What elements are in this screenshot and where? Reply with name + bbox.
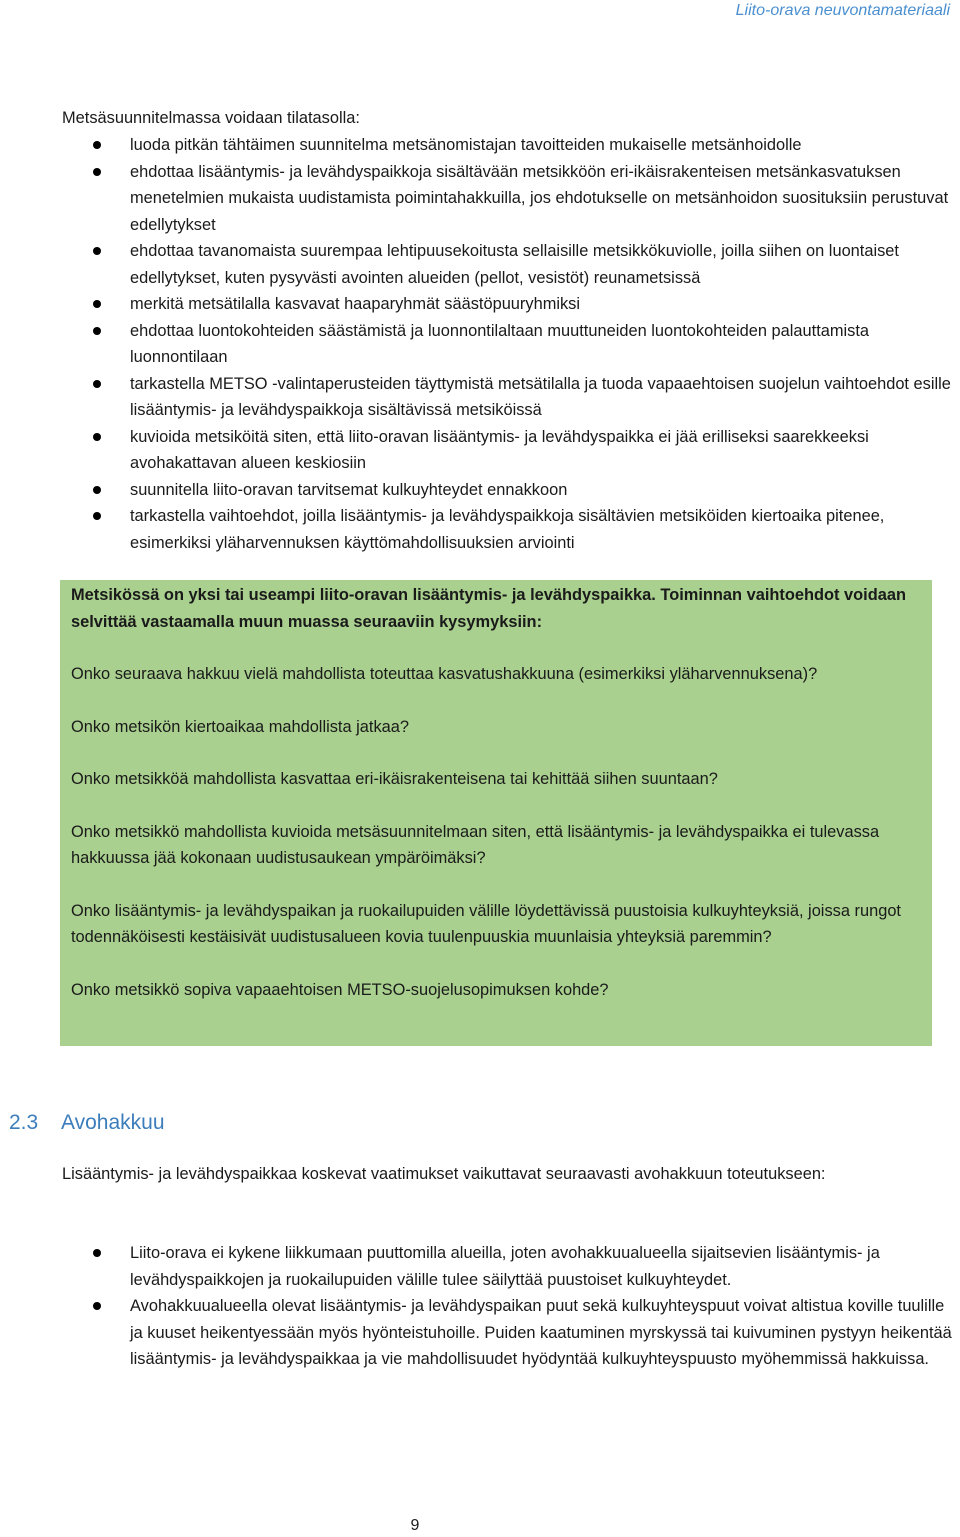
box-question: Onko seuraava hakkuu vielä mahdollista toteuttaa kasvatushakkuuna (esimerkiksi yläharvennuksena)? (71, 665, 818, 683)
section-title: Avohakkuu (61, 1111, 165, 1134)
box-question: Onko lisääntymis- ja levähdyspaikan ja ruokailupuiden välille löydettävissä puustoisia kulkuyhteyksiä, joissa rungot todennäköisesti kestäisivät uudistusalueen kovia tuulenpuuskia muunlaisia yhteyksiä paremmin? (71, 901, 901, 946)
list-item: ehdottaa tavanomaista suurempaa lehtipuusekoitusta sellaisille metsikkökuviolle, joilla siihen on luontaiset edellytykset, kuten pysyvästi avointen alueiden (pellot, vesistöt) reunametsissä (62, 238, 952, 291)
list-item: tarkastella METSO -valintaperusteiden täyttymistä metsätilalla ja tuoda vapaaehtoisen suojelun vaihtoehdot esille lisääntymis- ja levähdyspaikkoja sisältävissä metsiköissä (62, 371, 952, 424)
running-header: Liito-orava neuvontamateriaali (735, 2, 950, 19)
clearcut-bullet-list (62, 1240, 957, 1373)
list-item: ehdottaa luontokohteiden säästämistä ja luonnontilaltaan muuttuneiden luontokohteiden palauttamista luonnontilaan (62, 318, 952, 371)
box-question: Onko metsikkö sopiva vapaaehtoisen METSO-suojelusopimuksen kohde? (71, 980, 609, 999)
list-item: luoda pitkän tähtäimen suunnitelma metsänomistajan tavoitteiden mukaiselle metsänhoidolle (62, 132, 952, 159)
box-question: Onko metsikköä mahdollista kasvattaa eri-ikäisrakenteisena tai kehittää siihen suuntaan? (71, 770, 718, 788)
section-paragraph: Lisääntymis- ja levähdyspaikkaa koskevat vaatimukset vaikuttavat seuraavasti avohakkuun toteutukseen: (62, 1165, 826, 1183)
page-number: 9 (410, 1517, 420, 1534)
section-number: 2.3 (9, 1111, 39, 1134)
box-question: Onko metsikkö mahdollista kuvioida metsäsuunnitelmaan siten, että lisääntymis- ja levähdyspaikka ei tulevassa hakkuussa jää kokonaan uudistusaukean ympäröimäksi? (71, 822, 880, 867)
questions-box (60, 580, 932, 1046)
list-item: suunnitella liito-oravan tarvitsemat kulkuyhteydet ennakkoon (62, 477, 952, 504)
list-item: Avohakkuualueella olevat lisääntymis- ja levähdyspaikan puut sekä kulkuyhteyspuut voivat altistua koville tuulille ja kuuset heikentyessään myös hyönteistuhoille. Puiden kaatuminen myrskyssä tai kuivuminen pystyyn heikentää lisääntymis- ja levähdyspaikkaa ja vie mahdollisuudet hyödyntää kulkuyhteyspuusto myöhemmissä hakkuissa. (62, 1293, 957, 1373)
list-item: ehdottaa lisääntymis- ja levähdyspaikkoja sisältävään metsikköön eri-ikäisrakenteisen metsänkasvatuksen menetelmien mukaista uudistamista poimintahakkuilla, jos ehdotukselle on metsänhoidon suosituksiin perustuvat edellytykset (62, 159, 952, 239)
section-intro: Metsäsuunnitelmassa voidaan tilatasolla: (62, 109, 360, 127)
section-heading (9, 1108, 165, 1138)
list-item: Liito-orava ei kykene liikkumaan puuttomilla alueilla, joten avohakkuualueella sijaitsevien lisääntymis- ja levähdyspaikkojen ja ruokailupuiden välille tulee säilyttää puustoiset kulkuyhteydet. (62, 1240, 957, 1293)
list-item: merkitä metsätilalla kasvavat haaparyhmät säästöpuuryhmiksi (62, 291, 952, 318)
box-lead: Metsikössä on yksi tai useampi liito-oravan lisääntymis- ja levähdyspaikka. Toiminnan vaihtoehdot voidaan selvittää vastaamalla muun muassa seuraaviin kysymyksiin: (71, 586, 906, 631)
list-item: kuvioida metsiköitä siten, että liito-oravan lisääntymis- ja levähdyspaikka ei jää erilliseksi saarekkeeksi avohakattavan alueen keskiosiin (62, 424, 952, 477)
planning-bullet-list (62, 132, 952, 556)
box-question: Onko metsikön kiertoaikaa mahdollista jatkaa? (71, 717, 410, 736)
list-item: tarkastella vaihtoehdot, joilla lisääntymis- ja levähdyspaikkoja sisältävien metsiköiden kiertoaika pitenee, esimerkiksi yläharvennuksen käyttömahdollisuuksien arviointi (62, 503, 952, 556)
